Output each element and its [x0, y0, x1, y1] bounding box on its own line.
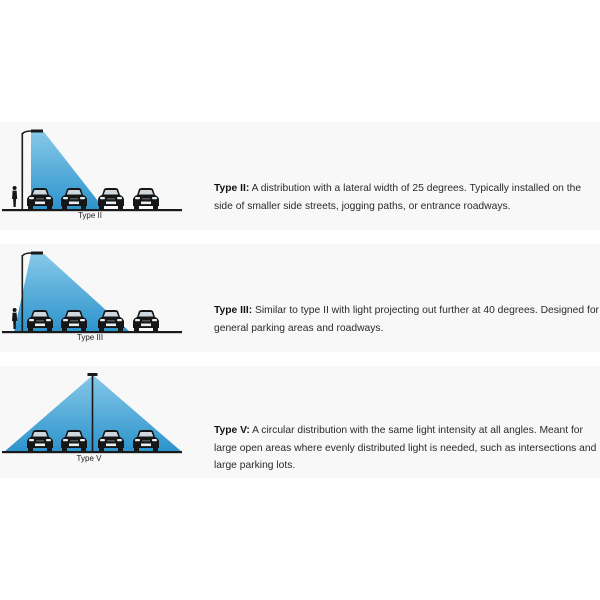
light-pole	[92, 376, 94, 452]
light-pole	[22, 133, 24, 210]
type-ii-panel	[0, 122, 600, 230]
person-icon	[12, 186, 17, 207]
type-v-panel	[0, 366, 600, 478]
type-description	[214, 422, 599, 475]
type-text: A distribution with a lateral width of 25 degrees. Typically installed on the side of smaller side streets, jogging paths, or entrance roadways.	[214, 183, 582, 212]
car-icon	[98, 188, 124, 209]
type-text: A circular distribution with the same light intensity at all angles. Meant for large open areas where evenly distributed light is needed, such as intersections and large parking lots.	[214, 425, 597, 471]
car-icon	[133, 310, 159, 331]
car-icon	[133, 188, 159, 209]
type-iii-panel	[0, 244, 600, 352]
diagram-caption: Type III	[76, 333, 104, 342]
light-fixture	[31, 252, 43, 255]
type-description	[214, 180, 599, 215]
diagram-caption: Type II	[77, 211, 102, 220]
diagram-caption: Type V	[76, 454, 102, 463]
type-name: Type III:	[214, 305, 253, 316]
light-fixture	[88, 373, 98, 376]
light-pole	[22, 255, 24, 332]
type-description	[214, 302, 599, 337]
type-text: Similar to type II with light projecting out further at 40 degrees. Designed for general parking areas and roadways.	[214, 305, 599, 334]
type-name: Type II:	[214, 183, 250, 194]
light-fixture	[31, 130, 43, 133]
road-line	[2, 451, 182, 453]
type-name: Type V:	[214, 425, 250, 436]
